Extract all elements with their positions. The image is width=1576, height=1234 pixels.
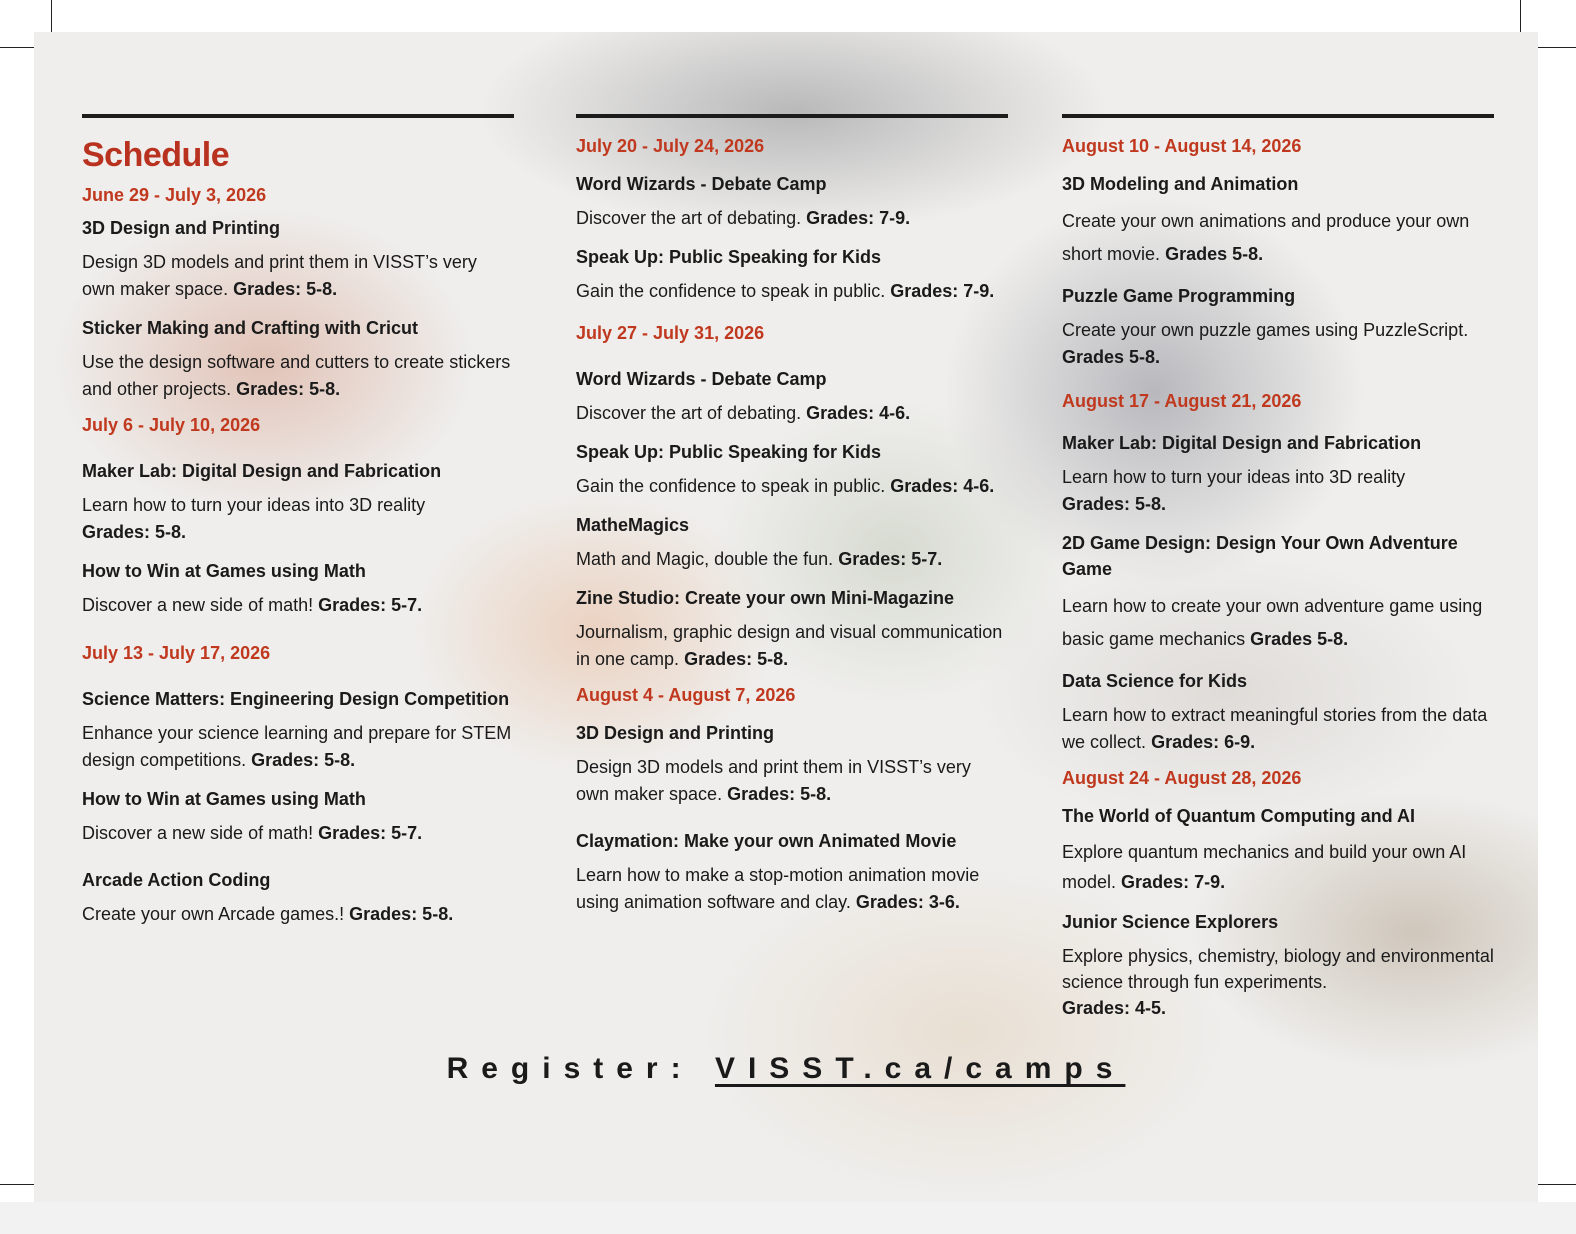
week-date: August 4 - August 7, 2026: [576, 685, 796, 705]
camp-grades: Grades: 4-6.: [806, 403, 911, 423]
week-date: June 29 - July 3, 2026: [82, 185, 267, 205]
camp-entry: [576, 585, 1008, 673]
camp-description: Create your own puzzle games using PuzzleScript. Grades 5-8.: [1062, 320, 1469, 367]
crop-mark: [0, 1184, 38, 1185]
camp-description: Use the design software and cutters to create stickers and other projects. Grades: 5-8.: [82, 352, 511, 399]
camp-title: 3D Modeling and Animation: [1062, 174, 1299, 194]
camp-description: Create your own Arcade games.! Grades: 5-8.: [82, 904, 454, 924]
camp-grades: Grades: 7-9.: [806, 208, 911, 228]
camp-description: Gain the confidence to speak in public. Grades: 4-6.: [576, 476, 995, 496]
page-bottom-band: [0, 1202, 1576, 1234]
camp-grades: Grades: 3-6.: [855, 892, 960, 912]
week-date: July 27 - July 31, 2026: [576, 323, 765, 343]
camp-grades: Grades: 5-8.: [349, 904, 454, 924]
crop-mark: [1538, 1184, 1576, 1185]
column-rule: [1062, 114, 1494, 118]
camp-title: Zine Studio: Create your own Mini-Magazine: [576, 588, 955, 608]
camp-entry: [1062, 283, 1494, 371]
camp-description: Explore quantum mechanics and build your own AI model. Grades: 7-9.: [1062, 842, 1467, 892]
camp-entry: [82, 686, 514, 774]
week-block: [1062, 391, 1494, 756]
camp-grades: Grades: 6-9.: [1151, 732, 1256, 752]
camp-entry: [82, 786, 514, 847]
crop-mark: [0, 47, 38, 48]
week-block: [576, 323, 1008, 673]
camp-title: Word Wizards - Debate Camp: [576, 174, 827, 194]
camp-description: Gain the confidence to speak in public. Grades: 7-9.: [576, 281, 995, 301]
camp-entry: [82, 867, 514, 928]
week-block: [576, 685, 1008, 916]
camp-title: 3D Design and Printing: [576, 723, 775, 743]
camp-entry: [82, 215, 514, 303]
camp-description: Learn how to turn your ideas into 3D reality Grades: 5-8.: [82, 495, 426, 542]
schedule-column-1: [82, 114, 514, 940]
camp-description: Math and Magic, double the fun. Grades: 5-7.: [576, 549, 943, 569]
camp-grades: Grades 5-8.: [1062, 347, 1161, 367]
camp-description: Learn how to extract meaningful stories from the data we collect. Grades: 6-9.: [1062, 705, 1488, 752]
camp-grades: Grades: 5-8.: [727, 784, 832, 804]
camp-title: Maker Lab: Digital Design and Fabrication: [82, 461, 442, 481]
camp-grades: Grades: 5-8.: [251, 750, 356, 770]
brochure-sheet: [34, 32, 1538, 1202]
camp-entry: [1062, 171, 1494, 271]
camp-entry: [1062, 668, 1494, 756]
camp-description: Learn how to make a stop-motion animation movie using animation software and clay. Grades: 3-6.: [576, 865, 980, 912]
camp-grades: Grades: 5-8.: [684, 649, 789, 669]
camp-grades: Grades: 5-8.: [82, 522, 187, 542]
camp-grades: Grades: 7-9.: [890, 281, 995, 301]
column-rule: [576, 114, 1008, 118]
camp-title: 2D Game Design: Design Your Own Adventure Game: [1062, 533, 1458, 579]
week-block: [82, 185, 514, 403]
camp-description: Discover the art of debating. Grades: 7-9.: [576, 208, 911, 228]
camp-grades: Grades: 5-8.: [1062, 494, 1167, 514]
camp-description: Discover the art of debating. Grades: 4-6.: [576, 403, 911, 423]
week-block: [82, 415, 514, 619]
camp-title: Puzzle Game Programming: [1062, 286, 1296, 306]
camp-title: How to Win at Games using Math: [82, 561, 366, 581]
camp-description: Discover a new side of math! Grades: 5-7.: [82, 595, 423, 615]
camp-description: Design 3D models and print them in VISST’s very own maker space. Grades: 5-8.: [82, 252, 477, 299]
camp-grades: Grades: 7-9.: [1121, 872, 1226, 892]
register-label: Register:: [446, 1052, 694, 1085]
camp-grades: Grades: 5-7.: [838, 549, 943, 569]
camp-description: Learn how to create your own adventure game using basic game mechanics Grades 5-8.: [1062, 596, 1483, 649]
register-line: [34, 1052, 1538, 1086]
camp-title: Arcade Action Coding: [82, 870, 271, 890]
week-date: August 24 - August 28, 2026: [1062, 768, 1302, 788]
week-block: [1062, 768, 1494, 1021]
camp-grades: Grades: 5-8.: [236, 379, 341, 399]
camp-entry: [82, 558, 514, 619]
column-rule: [82, 114, 514, 118]
week-date: July 13 - July 17, 2026: [82, 643, 271, 663]
week-block: [576, 136, 1008, 305]
week-block: [82, 643, 514, 928]
camp-entry: [576, 244, 1008, 305]
camp-grades: Grades: 5-8.: [233, 279, 338, 299]
camp-grades: Grades: 4-5.: [1062, 998, 1167, 1018]
camp-entry: [82, 458, 514, 546]
camp-description: Design 3D models and print them in VISST’s very own maker space. Grades: 5-8.: [576, 757, 971, 804]
week-block: [1062, 136, 1494, 371]
camp-grades: Grades: 5-7.: [318, 823, 423, 843]
camp-title: Sticker Making and Crafting with Cricut: [82, 318, 419, 338]
camp-grades: Grades 5-8.: [1250, 629, 1349, 649]
camp-description: Explore physics, chemistry, biology and environmental science through fun experiments. Grades: 4-5.: [1062, 946, 1494, 1018]
crop-mark: [1538, 47, 1576, 48]
camp-description: Create your own animations and produce your own short movie. Grades 5-8.: [1062, 211, 1470, 264]
camp-title: Speak Up: Public Speaking for Kids: [576, 442, 882, 462]
camp-description: Learn how to turn your ideas into 3D reality Grades: 5-8.: [1062, 467, 1406, 514]
week-date: August 17 - August 21, 2026: [1062, 391, 1302, 411]
camp-title: Claymation: Make your own Animated Movie: [576, 831, 957, 851]
camp-title: Data Science for Kids: [1062, 671, 1248, 691]
camp-entry: [1062, 530, 1494, 656]
camp-title: Junior Science Explorers: [1062, 912, 1279, 932]
camp-entry: [576, 828, 1008, 916]
schedule-column-3: [1062, 114, 1494, 1033]
camp-entry: [576, 366, 1008, 427]
register-link[interactable]: VISST.ca/camps: [714, 1052, 1126, 1085]
camp-entry: [576, 171, 1008, 232]
camp-title: Science Matters: Engineering Design Competition: [82, 689, 510, 709]
camp-title: MatheMagics: [576, 515, 690, 535]
camp-entry: [1062, 430, 1494, 518]
camp-entry: [576, 439, 1008, 500]
camp-entry: [82, 315, 514, 403]
camp-grades: Grades 5-8.: [1165, 244, 1264, 264]
camp-title: Speak Up: Public Speaking for Kids: [576, 247, 882, 267]
camp-entry: [1062, 803, 1494, 897]
camp-title: 3D Design and Printing: [82, 218, 281, 238]
camp-description: Enhance your science learning and prepare for STEM design competitions. Grades: 5-8.: [82, 723, 512, 770]
camp-title: Word Wizards - Debate Camp: [576, 369, 827, 389]
camp-entry: [576, 720, 1008, 808]
week-date: August 10 - August 14, 2026: [1062, 136, 1302, 156]
week-date: July 20 - July 24, 2026: [576, 136, 765, 156]
camp-entry: [1062, 909, 1494, 1021]
camp-entry: [576, 512, 1008, 573]
schedule-title: Schedule: [82, 136, 230, 174]
camp-description: Journalism, graphic design and visual communication in one camp. Grades: 5-8.: [576, 622, 1003, 669]
week-date: July 6 - July 10, 2026: [82, 415, 261, 435]
camp-description: Discover a new side of math! Grades: 5-7.: [82, 823, 423, 843]
camp-grades: Grades: 5-7.: [318, 595, 423, 615]
camp-title: Maker Lab: Digital Design and Fabrication: [1062, 433, 1422, 453]
schedule-column-2: [576, 114, 1008, 928]
camp-title: How to Win at Games using Math: [82, 789, 366, 809]
camp-grades: Grades: 4-6.: [890, 476, 995, 496]
camp-title: The World of Quantum Computing and AI: [1062, 806, 1415, 826]
